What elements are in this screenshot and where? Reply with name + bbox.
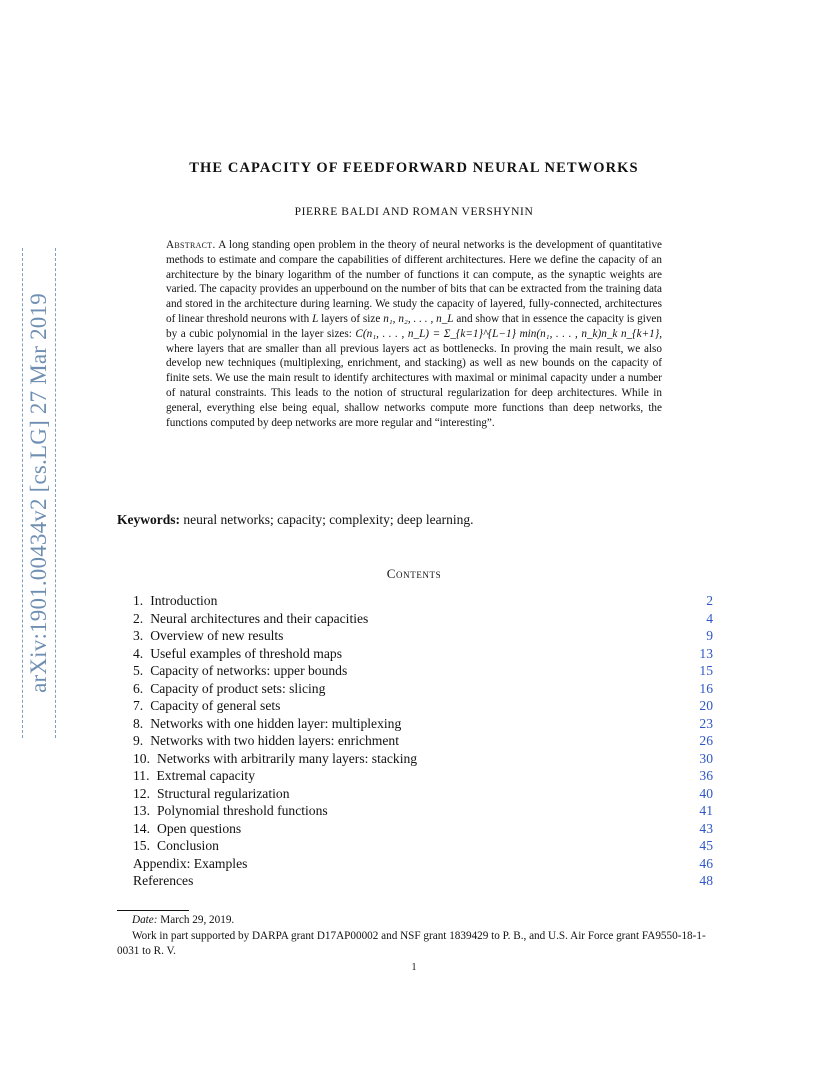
toc-entry-label: Polynomial threshold functions xyxy=(157,803,328,818)
toc-entry[interactable] xyxy=(133,732,713,750)
abstract-math-sizes: n₁, n₂, . . . , n_L xyxy=(383,312,454,325)
footnote xyxy=(117,913,713,960)
table-of-contents xyxy=(133,592,713,890)
toc-page-link[interactable]: 45 xyxy=(699,838,713,853)
toc-page-link[interactable]: 2 xyxy=(706,593,713,608)
toc-entry-number: 1. xyxy=(133,593,144,608)
toc-entry-label: Extremal capacity xyxy=(156,768,256,783)
toc-entry[interactable] xyxy=(133,750,713,768)
toc-entry-label: Introduction xyxy=(150,593,218,608)
toc-page-link[interactable]: 15 xyxy=(699,663,713,678)
abstract-text-1: A long standing open problem in the theory of neural networks is the development of quantitative methods to estimate and compare the capabilities of different architectures. Here we define the capacity of an architecture by the binary logarithm of the number of functions it can compute, as the synaptic weights are varied. The capacity provides an upperbound on the number of bits that can be extracted from the training data and stored in the architecture during learning. We study the capacity of layered, fully-connected, architectures of linear threshold neurons with xyxy=(166,239,662,325)
toc-entry-label: References xyxy=(133,873,194,888)
authors: PIERRE BALDI AND ROMAN VERSHYNIN xyxy=(294,206,534,218)
toc-entry[interactable] xyxy=(133,627,713,645)
toc-entry-number: 7. xyxy=(133,698,144,713)
toc-entry[interactable] xyxy=(133,680,713,698)
toc-entry-label: Structural regularization xyxy=(157,785,290,801)
keywords-label: Keywords: xyxy=(117,512,180,527)
toc-page-link[interactable]: 46 xyxy=(699,855,713,871)
toc-entry[interactable] xyxy=(133,837,713,855)
page-number: 1 xyxy=(411,962,417,973)
toc-page-link[interactable]: 9 xyxy=(706,628,713,643)
toc-entry-number: 12. xyxy=(133,785,150,801)
toc-entry-number: 3. xyxy=(133,628,144,643)
toc-entry-number: 8. xyxy=(133,715,144,731)
footnote-date xyxy=(117,913,713,929)
toc-entry-label: Open questions xyxy=(157,820,242,836)
abstract-text-2: layers of size xyxy=(318,312,384,325)
toc-page-link[interactable]: 36 xyxy=(699,768,713,783)
toc-entry-number: 5. xyxy=(133,663,144,678)
toc-entry[interactable] xyxy=(133,802,713,820)
paper-title: THE CAPACITY OF FEEDFORWARD NEURAL NETWORKS xyxy=(189,160,639,176)
toc-entry-label: Capacity of product sets: slicing xyxy=(150,680,326,696)
contents-heading: Contents xyxy=(386,566,442,581)
toc-entry-number: 6. xyxy=(133,680,144,696)
toc-entry[interactable] xyxy=(133,662,713,680)
toc-page-link[interactable]: 40 xyxy=(699,785,713,801)
toc-page-link[interactable]: 23 xyxy=(699,715,713,731)
toc-entry-number: 11. xyxy=(133,768,150,783)
date-value: March 29, 2019. xyxy=(160,914,235,926)
toc-entry-number: 9. xyxy=(133,733,144,748)
toc-entry-label: Capacity of networks: upper bounds xyxy=(150,663,348,678)
toc-entry-label: Appendix: Examples xyxy=(133,855,248,871)
toc-entry-label: Capacity of general sets xyxy=(150,698,281,713)
toc-page-link[interactable]: 20 xyxy=(699,698,713,713)
date-label: Date: xyxy=(132,914,158,926)
toc-entry[interactable] xyxy=(133,645,713,663)
toc-entry-label: Networks with one hidden layer: multiplexing xyxy=(150,715,402,731)
toc-entry[interactable] xyxy=(133,785,713,803)
toc-entry-number: 2. xyxy=(133,610,144,626)
toc-entry[interactable] xyxy=(133,592,713,610)
abstract-formula: C(n₁, . . . , n_L) = Σ_{k=1}^{L−1} min(n₁, . . . , n_k)n_k n_{k+1}, xyxy=(355,327,662,340)
toc-page-link[interactable]: 30 xyxy=(699,750,713,766)
toc-page-link[interactable]: 26 xyxy=(699,733,713,748)
toc-entry-number: 10. xyxy=(133,750,150,766)
toc-page-link[interactable]: 41 xyxy=(699,803,713,818)
toc-entry-number: 15. xyxy=(133,838,150,853)
toc-entry-label: Neural architectures and their capacities xyxy=(150,610,369,626)
abstract-text-4: where layers that are smaller than all previous layers act as bottlenecks. In proving the main result, we also develop new techniques (multiplexing, enrichment, and stacking) as well as new bounds on the capacity of finite sets. We use the main result to identify architectures with maximal or minimal capacity under a number of natural constraints. This leads to the notion of structural regularization for deep architectures. While in general, everything else being equal, shallow networks compute more functions than deep networks, the functions computed by deep networks are more regular and “interesting”. xyxy=(166,342,662,429)
keywords-text: neural networks; capacity; complexity; deep learning. xyxy=(183,512,474,527)
toc-entry[interactable] xyxy=(133,872,713,890)
toc-entry-label: Networks with arbitrarily many layers: stacking xyxy=(157,750,418,766)
toc-entry[interactable] xyxy=(133,855,713,873)
toc-page-link[interactable]: 16 xyxy=(699,680,713,696)
toc-entry[interactable] xyxy=(133,820,713,838)
toc-entry-number: 14. xyxy=(133,820,150,836)
toc-entry-label: Conclusion xyxy=(157,838,219,853)
abstract-math-L: L xyxy=(312,312,319,325)
toc-page-link[interactable]: 48 xyxy=(699,873,713,888)
abstract xyxy=(166,238,662,430)
arxiv-identifier[interactable]: arXiv:1901.00434v2 [cs.LG] 27 Mar 2019 xyxy=(26,293,51,693)
toc-entry-label: Networks with two hidden layers: enrichment xyxy=(150,733,399,748)
toc-entry-label: Useful examples of threshold maps xyxy=(150,645,342,661)
toc-page-link[interactable]: 13 xyxy=(699,645,713,661)
abstract-text-3: and show that in essence the capacity is given by a cubic polynomial in the layer sizes: xyxy=(166,312,662,340)
abstract-heading: Abstract. xyxy=(166,239,216,251)
keywords xyxy=(117,512,717,528)
toc-entry[interactable] xyxy=(133,697,713,715)
toc-entry-number: 13. xyxy=(133,803,150,818)
toc-entry-number: 4. xyxy=(133,645,144,661)
toc-entry[interactable] xyxy=(133,767,713,785)
toc-page-link[interactable]: 4 xyxy=(706,610,713,626)
toc-page-link[interactable]: 43 xyxy=(699,820,713,836)
toc-entry[interactable] xyxy=(133,715,713,733)
arxiv-stamp[interactable] xyxy=(22,248,56,738)
toc-entry[interactable] xyxy=(133,610,713,628)
toc-entry-label: Overview of new results xyxy=(150,628,284,643)
footnote-divider xyxy=(117,910,189,911)
footnote-support: Work in part supported by DARPA grant D17AP00002 and NSF grant 1839429 to P. B., and U.S. Air Force grant FA9550-18-1-0031 to R. V. xyxy=(117,929,706,957)
